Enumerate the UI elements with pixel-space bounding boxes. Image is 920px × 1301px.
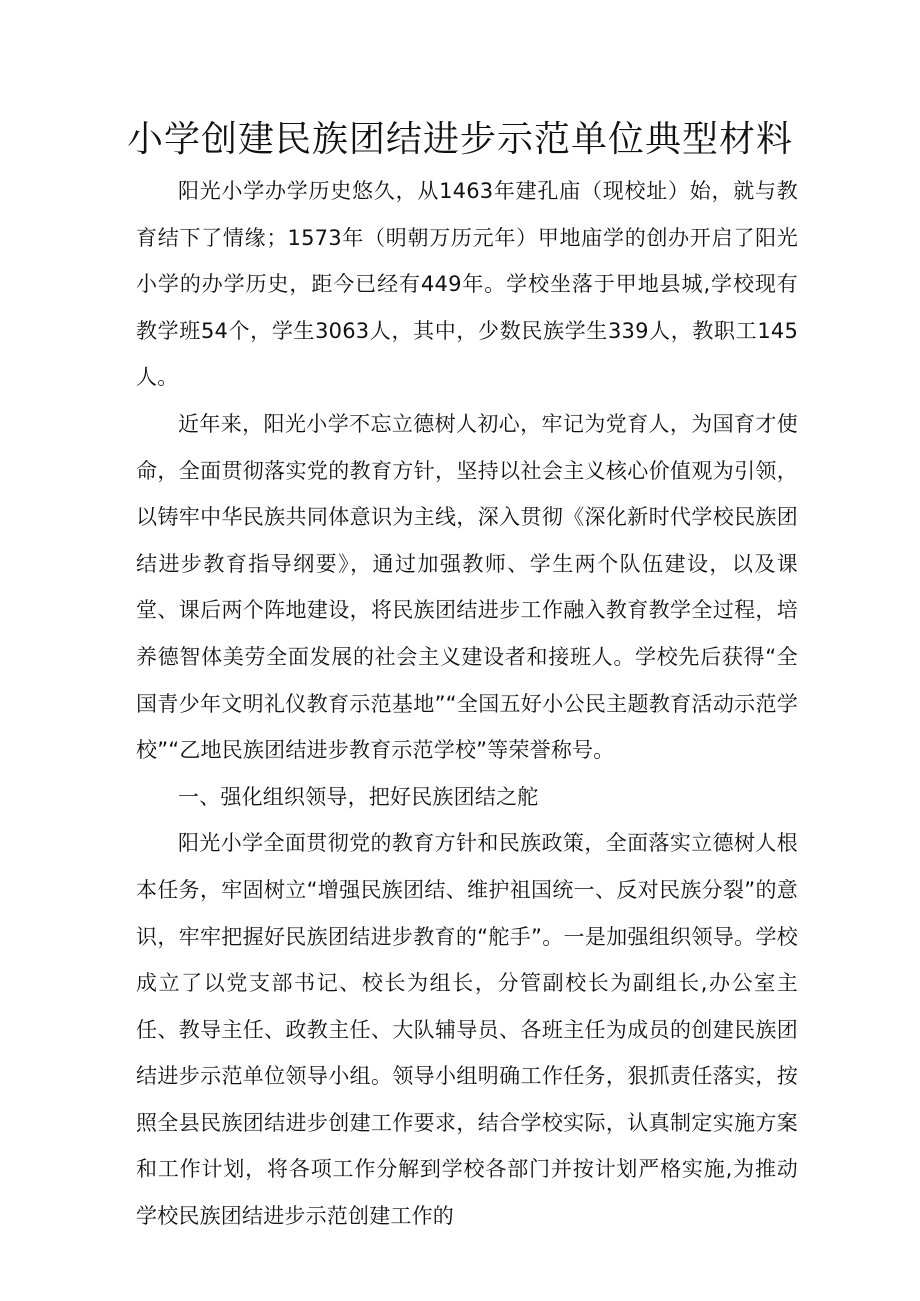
document-title: 小学创建民族团结进步示范单位典型材料 [126, 119, 793, 160]
intro-paragraph: 阳光小学办学历史悠久，从1463年建孔庙（现校址）始，就与教育结下了情缘；1573年（明朝万历元年）甲地庙学的创办开启了阳光小学的办学历史，距今已经有449年。学校坐落于甲地县城,学校现有教学班54个，学生3063人，其中，少数民族学生339人，教职工145人。 [136, 179, 798, 390]
document-body [136, 168, 798, 1240]
section-paragraph: 阳光小学全面贯彻党的教育方针和民族政策，全面落实立德树人根本任务，牢固树立“增强民族团结、维护祖国统一、反对民族分裂”的意识，牢牢把握好民族团结进步教育的“舵手”。一是加强组织领导。学校成立了以党支部书记、校长为组长，分管副校长为副组长,办公室主任、教导主任、政教主任、大队辅导员、各班主任为成员的创建民族团结进步示范单位领导小组。领导小组明确工作任务，狠抓责任落实，按照全县民族团结进步创建工作要求，结合学校实际，认真制定实施方案和工作计划，将各项工作分解到学校各部门并按计划严格实施,为推动学校民族团结进步示范创建工作的 [136, 831, 798, 1229]
overview-paragraph: 近年来，阳光小学不忘立德树人初心，牢记为党育人，为国育才使命，全面贯彻落实党的教育方针，坚持以社会主义核心价值观为引领，以铸牢中华民族共同体意识为主线，深入贯彻《深化新时代学校民族团结进步教育指导纲要》，通过加强教师、学生两个队伍建设，以及课堂、课后两个阵地建设，将民族团结进步工作融入教育教学全过程，培养德智体美劳全面发展的社会主义建设者和接班人。学校先后获得“全国青少年文明礼仪教育示范基地”“全国五好小公民主题教育活动示范学校”“乙地民族团结进步教育示范学校”等荣誉称号。 [136, 411, 798, 763]
section-heading: 一、强化组织领导，把好民族团结之舵 [178, 784, 539, 809]
